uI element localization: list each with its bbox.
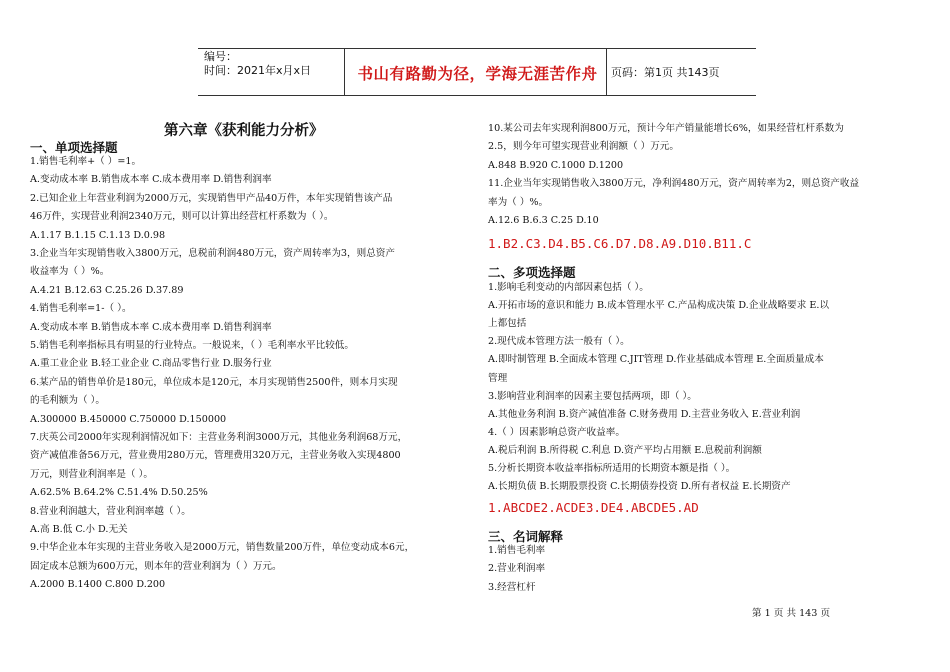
right-question-line: 11.企业当年实现销售收入3800万元，净利润480万元，资产周转率为2，则总资产收益: [488, 178, 860, 190]
section-terms: 三、名词解释: [488, 529, 564, 544]
time-label: 时间：2021年x月x日: [204, 64, 312, 77]
right-question-line: 10.某公司去年实现利润800万元，预计今年产销量能增长6%，如果经营杠杆系数为: [488, 123, 844, 134]
multi-choice-answers: 1.ABCDE2.ACDE3.DE4.ABCDE5.AD: [488, 500, 699, 515]
left-question-line: A.300000 B.450000 C.750000 D.150000: [30, 413, 227, 425]
section-multi-choice: 二、多项选择题: [488, 265, 576, 280]
right-question-line: A.848 B.920 C.1000 D.1200: [488, 159, 624, 171]
chapter-title: 第六章《获利能力分析》: [164, 123, 324, 139]
left-question-line: A.1.17 B.1.15 C.1.13 D.0.98: [30, 229, 166, 241]
right-question-line: 率为（ ）%。: [488, 196, 549, 208]
header-meta: [204, 50, 311, 78]
header-motto: 书山有路勤为径，学海无涯苦作舟: [357, 65, 598, 83]
left-question-line: 收益率为（ ）%。: [30, 266, 110, 278]
multi-question-line: A.长期负债 B.长期股票投资 C.长期债券投资 D.所有者权益 E.长期资产: [488, 481, 791, 493]
multi-question-line: 2.现代成本管理方法一般有（ ）。: [488, 336, 630, 348]
multi-question-line: A.税后利润 B.所得税 C.利息 D.资产平均占用额 E.息税前利润额: [488, 444, 762, 456]
left-question-line: A.变动成本率 B.销售成本率 C.成本费用率 D.销售利润率: [30, 174, 272, 186]
left-question-line: 的毛利额为（ ）。: [30, 395, 105, 407]
single-choice-answers: 1.B2.C3.D4.B5.C6.D7.D8.A9.D10.B11.C: [488, 236, 752, 251]
right-question-line: A.12.6 B.6.3 C.25 D.10: [488, 215, 599, 226]
right-question-line: 2.5，则今年可望实现营业利润额（ ）万元。: [488, 141, 679, 153]
term-line: 1.销售毛利率: [488, 545, 546, 556]
multi-question-line: 1.影响毛利变动的内部因素包括（ ）。: [488, 282, 649, 293]
left-question-line: 7.庆英公司2000年实现利润情况如下：主营业务利润3000万元，其他业务利润68万元，: [30, 432, 408, 443]
left-question-line: A.变动成本率 B.销售成本率 C.成本费用率 D.销售利润率: [30, 321, 272, 333]
term-line: 3.经营杠杆: [488, 581, 536, 593]
header-divider-2: [606, 49, 607, 95]
header-top-rule: [198, 48, 756, 49]
multi-question-line: A.即时制管理 B.全面成本管理 C.JIT管理 D.作业基础成本管理 E.全面质量成本: [488, 354, 824, 366]
number-label: 编号：: [204, 50, 237, 63]
left-question-line: 46万件，实现营业利润2340万元，则可以计算出经营杠杆系数为（ ）。: [30, 211, 334, 223]
left-question-line: 固定成本总额为600万元，则本年的营业利润为（ ）万元。: [30, 560, 282, 572]
multi-question-line: A.开拓市场的意识和能力 B.成本管理水平 C.产品构成决策 D.企业战略要求 E.以: [488, 300, 829, 312]
left-question-line: 4.销售毛利率=1-（ ）。: [30, 303, 132, 315]
multi-question-line: 4.（ ）因素影响总资产收益率。: [488, 426, 625, 438]
header-bottom-rule: [198, 95, 756, 96]
left-question-line: 5.销售毛利率指标具有明显的行业特点。一般说来，（ ）毛利率水平比较低。: [30, 340, 354, 351]
left-question-line: 资产减值准备56万元，营业费用280万元，管理费用320万元，主营业务收入实现4800: [30, 450, 401, 462]
left-question-line: 8.营业利润越大，营业利润率越（ ）。: [30, 505, 191, 517]
header-page-info: 页码：第1页 共143页: [611, 66, 720, 79]
multi-question-line: 管理: [488, 372, 508, 384]
left-question-line: A.重工业企业 B.轻工业企业 C.商品零售行业 D.服务行业: [30, 358, 272, 370]
multi-question-line: 3.影响营业利润率的因素主要包括两项，即（ ）。: [488, 390, 697, 402]
left-question-line: 3.企业当年实现销售收入3800万元，息税前利润480万元，资产周转率为3，则总资产: [30, 248, 395, 259]
left-question-line: 万元，则营业利润率是（ ）。: [30, 468, 153, 480]
page-footer: 第 1 页 共 143 页: [752, 608, 831, 619]
multi-question-line: A.其他业务利润 B.资产减值准备 C.财务费用 D.主营业务收入 E.营业利润: [488, 408, 801, 420]
multi-question-line: 上都包括: [488, 318, 527, 330]
left-question-line: 6.某产品的销售单价是180元，单位成本是120元，本月实现销售2500件，则本月实现: [30, 376, 398, 388]
section-single-choice: 一、单项选择题: [30, 140, 118, 155]
left-question-line: 1.销售毛利率+（ ）=1。: [30, 156, 142, 167]
header-divider-1: [344, 49, 345, 95]
left-question-line: 9.中华企业本年实现的主营业务收入是2000万元，销售数量200万件，单位变动成本6元，: [30, 542, 415, 554]
left-question-line: A.高 B.低 C.小 D.无关: [30, 524, 128, 535]
left-question-line: A.62.5% B.64.2% C.51.4% D.50.25%: [30, 487, 208, 499]
left-question-line: 2.已知企业上年营业利润为2000万元，实现销售甲产品40万件，本年实现销售该产品: [30, 192, 393, 204]
left-question-line: A.4.21 B.12.63 C.25.26 D.37.89: [30, 284, 184, 296]
multi-question-line: 5.分析长期资本收益率指标所适用的长期资本额是指（ ）。: [488, 463, 736, 474]
left-question-line: A.2000 B.1400 C.800 D.200: [30, 579, 166, 591]
term-line: 2.营业利润率: [488, 563, 546, 575]
